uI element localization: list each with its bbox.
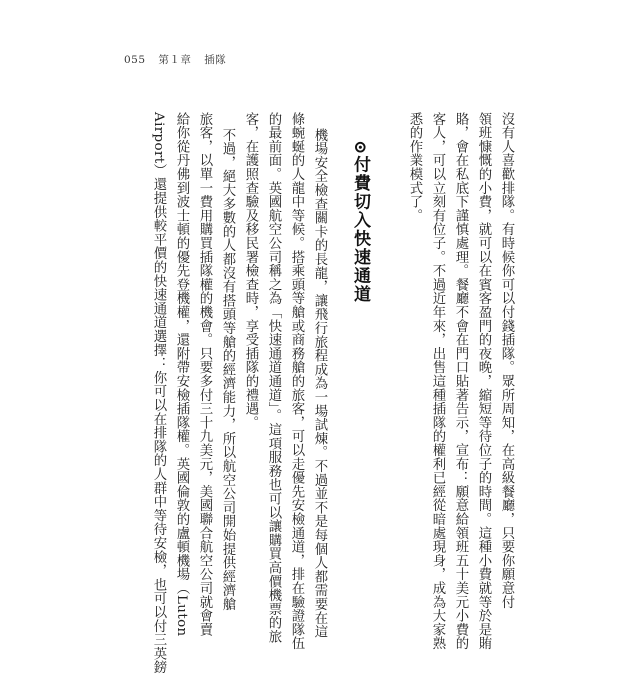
- text-column: 機場安全檢查關卡的長龍，讓飛行旅程成為一場試煉。不過並不是每個人都需要在這: [312, 128, 327, 639]
- text-column: 旅客，以單一費用購買插隊權的機會。只要多付三十九美元，美國聯合航空公司就會賣: [197, 112, 212, 637]
- chapter-label: 第１章: [158, 54, 192, 66]
- text-column: 的最前面。英國航空公司稱之為「快速通道通道」。這項服務也可以讓購買高價機票的旅: [266, 112, 281, 644]
- section-heading: ⊙付費切入快速通道: [350, 140, 370, 304]
- text-column: 領班慷慨的小費，就可以在賓客盈門的夜晚，縮短等待位子的時間。這種小費就等於是賄: [476, 112, 491, 651]
- text-column: 條蜿蜒的人龍中等候。搭乘頭等艙或商務艙的旅客，可以走優先安檢通道，排在驗證隊伍: [289, 112, 304, 651]
- text-column: Airport）還提供較平價的快速通道選擇：你可以在排隊的人群中等待安檢，也可以付三英鎊: [151, 112, 166, 674]
- text-column: 賂，會在私底下謹慎處理。餐廳不會在門口貼著告示，宣布：願意給領班五十美元小費的: [453, 112, 468, 651]
- text-column: 客，在護照查驗及移民署檢查時，享受插隊的禮遇。: [243, 112, 258, 430]
- page-number: 055: [124, 54, 146, 66]
- chapter-title: 插隊: [204, 54, 227, 66]
- text-column: 悉的作業模式了。: [407, 112, 422, 223]
- text-column: 給你從丹佛到波士頓的優先登機權，還附帶安檢插隊權。英國倫敦的盧頓機場（Luton: [174, 112, 189, 637]
- text-column: 沒有人喜歡排隊。有時候你可以付錢插隊。眾所周知，在高級餐廳，只要你願意付: [499, 112, 514, 609]
- text-column: 不過，絕大多數的人都沒有搭頭等艙的經濟能力，所以航空公司開始提供經濟艙: [220, 128, 235, 611]
- text-column: 客人，可以立刻有位子。不過近年來，出售這種插隊的權利已經從暗處現身，成為大家熟: [430, 112, 445, 651]
